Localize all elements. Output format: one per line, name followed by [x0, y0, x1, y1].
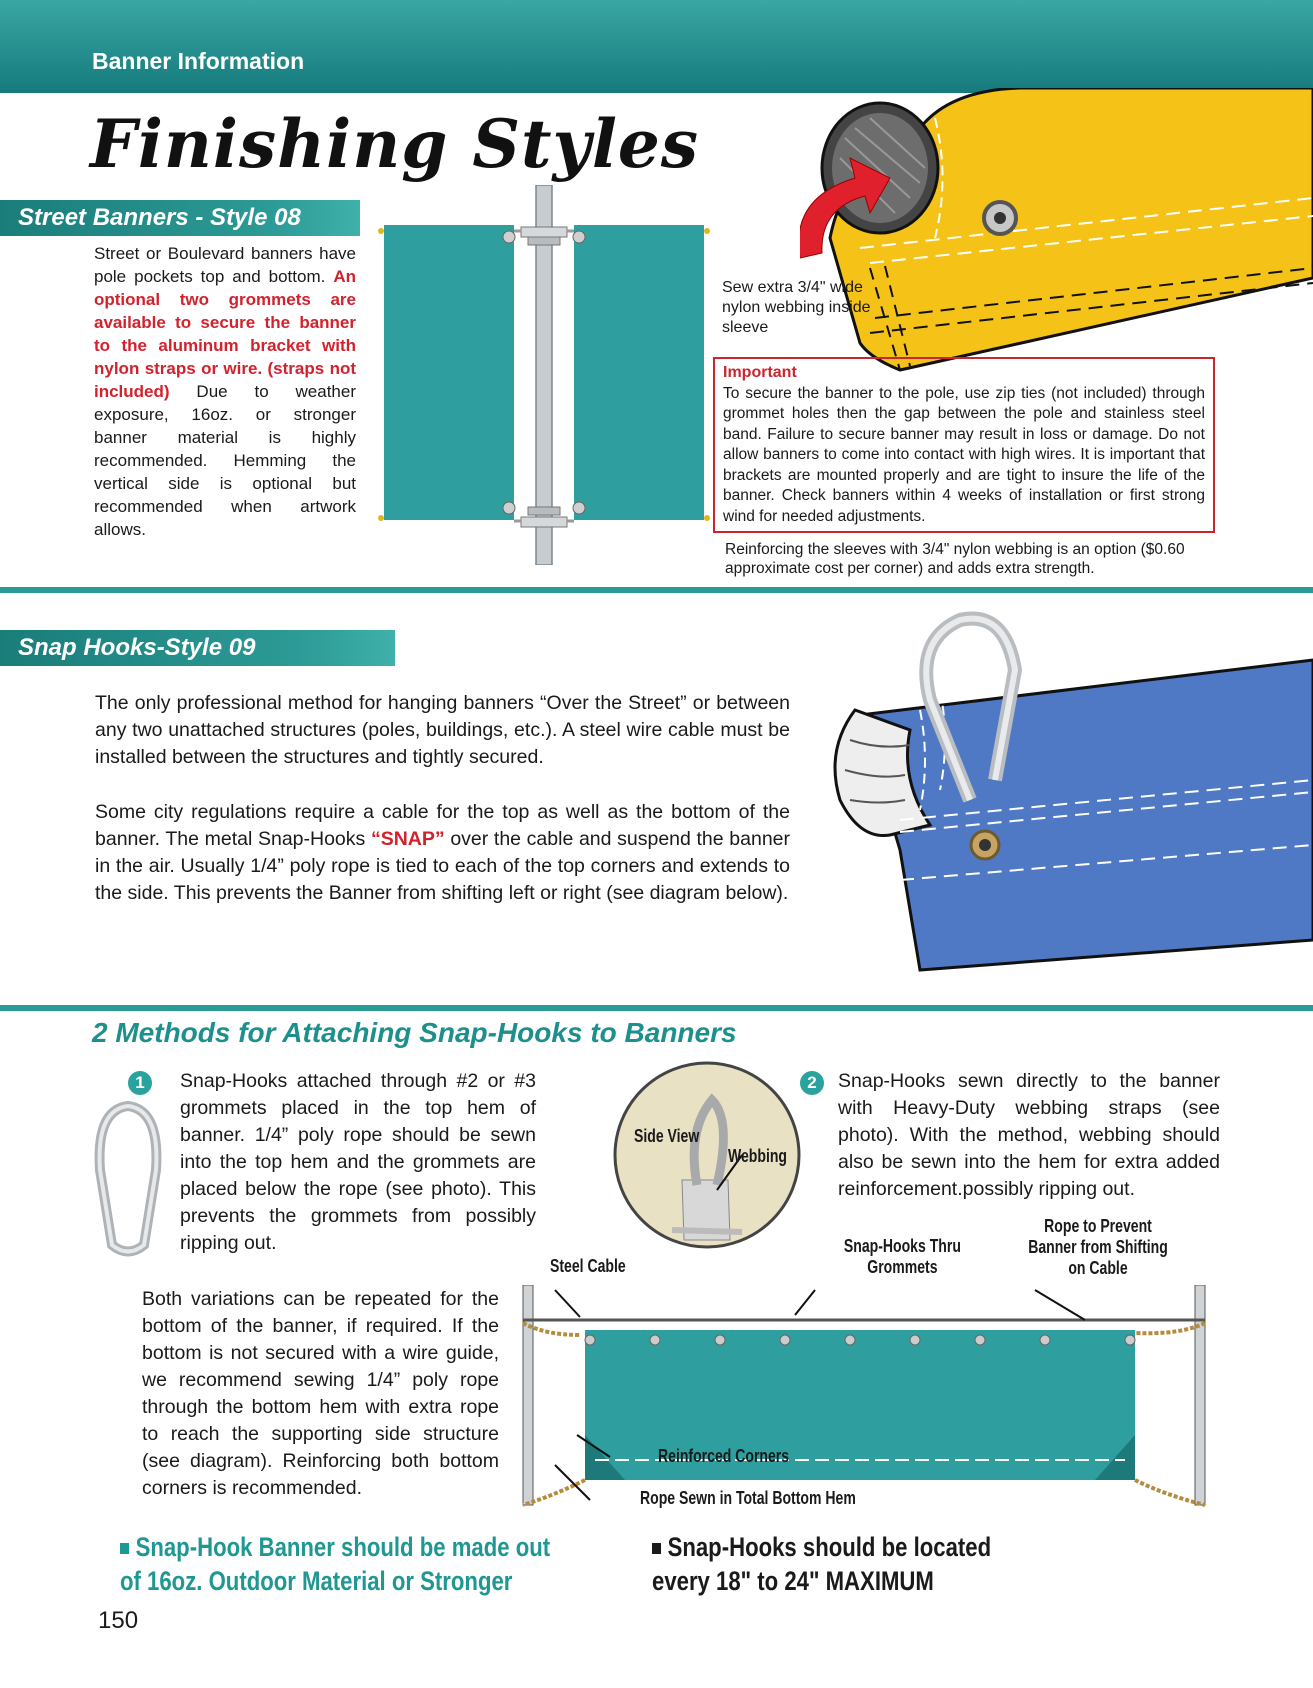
street-banners-text: [94, 242, 356, 541]
snap-highlight: “SNAP”: [370, 828, 445, 850]
snap-hooks-thru-label: Snap-Hooks Thru Grommets: [843, 1236, 961, 1277]
street-banners-tab: Street Banners - Style 08: [0, 200, 360, 236]
webbing-label: Webbing: [728, 1146, 788, 1166]
snap-hooks-para-1: The only professional method for hanging banners “Over the Street” or between any two unattached structures (poles, buildings, etc.). A steel wire cable must be installed between the structures and tightly secured.: [95, 692, 790, 768]
important-title: Important: [723, 364, 797, 381]
snap-hooks-para-2: [95, 799, 790, 907]
rope-prevent-label: Rope to Prevent Banner from Shifting on Cable: [1028, 1216, 1168, 1278]
cable-banner-diagram: [515, 1285, 1215, 1525]
side-view-label: Side View: [634, 1126, 700, 1146]
note-bullet: [120, 1543, 129, 1554]
note-bullet: [652, 1543, 661, 1554]
page-number: 150: [98, 1607, 139, 1634]
sleeve-caption: Sew extra 3/4" wide nylon webbing inside sleeve: [722, 279, 871, 336]
method-1-text: Snap-Hooks attached through #2 or #3 grommets placed in the top hem of banner. 1/4” poly rope should be sewn into the top hem and the grommets are placed below the rope (see photo). This prevents the grommets from possibly ripping out.: [180, 1070, 536, 1254]
method-2-number: 2: [800, 1071, 824, 1095]
important-text: To secure the banner to the pole, use zip ties (not included) through grommet holes then the gap between the pole and stainless steel band. Failure to secure banner may result in loss or damage. Do not allow banners to come into contact with high wires. It is important that brackets are mounted properly and are tight to insure the life of the banner. Check banners within 4 weeks of installation or first strong wind for needed adjustments.: [723, 384, 1205, 525]
method-2-text: Snap-Hooks sewn directly to the banner with Heavy-Duty webbing straps (see photo). With the method, webbing should also be sewn into the hem for extra added reinforcement.possibly ripping out.: [838, 1070, 1220, 1200]
important-box: [713, 357, 1215, 533]
snap-hook-icon: [92, 1100, 164, 1260]
method-1-number: 1: [128, 1071, 152, 1095]
snap-para2-lead: Some city regulations require a cable for the top as well as the bottom of the banner. The metal Snap-Hooks: [95, 801, 790, 850]
page-title: Finishing Styles: [90, 105, 700, 183]
snap-hooks-tab: Snap Hooks-Style 09: [0, 630, 395, 666]
note-spacing: [652, 1530, 996, 1598]
reinforced-corners-label: Reinforced Corners: [658, 1446, 790, 1466]
note-material: [120, 1530, 555, 1598]
header-bar: [0, 0, 1313, 93]
street-text-tail: Due to weather exposure, 16oz. or stronger banner material is highly recommended. Hemming the vertical side is optional but recommended when artwork allows.: [94, 382, 356, 539]
note-spacing-text: Snap-Hooks should be located every 18" to 24" MAXIMUM: [652, 1532, 992, 1596]
steel-cable-label: Steel Cable: [550, 1256, 626, 1276]
pole-banner-illustration: [376, 185, 712, 565]
note-material-text: Snap-Hook Banner should be made out of 16oz. Outdoor Material or Stronger: [120, 1532, 551, 1596]
section-divider-2: [0, 1005, 1313, 1011]
street-text-plain: Street or Boulevard banners have pole pockets top and bottom.: [94, 244, 356, 286]
section-divider-1: [0, 587, 1313, 593]
section-title: Banner Information: [92, 48, 305, 74]
snap-para2-tail: over the cable and suspend the banner in the air. Usually 1/4” poly rope is tied to each of the top corners and extends to the side. This prevents the Banner from shifting left or right (see diagram below).: [95, 828, 791, 904]
street-text-highlight: An optional two grommets are available to secure the banner to the aluminum bracket with nylon straps or wire. (straps not included): [94, 267, 356, 401]
rope-sewn-label: Rope Sewn in Total Bottom Hem: [640, 1488, 856, 1508]
variations-text: Both variations can be repeated for the bottom of the banner, if required. If the bottom is not secured with a wire guide, we recommend sewing 1/4” poly rope through the bottom hem with extra rope to reach the supporting side structure (see diagram). Reinforcing both bottom corners is recommended.: [142, 1288, 499, 1499]
snap-hook-illustration: [800, 600, 1313, 1000]
reinforcing-note: Reinforcing the sleeves with 3/4" nylon webbing is an option ($0.60 approximate cost per corner) and adds extra strength.: [725, 541, 1185, 577]
methods-title: 2 Methods for Attaching Snap-Hooks to Banners: [92, 1017, 737, 1048]
